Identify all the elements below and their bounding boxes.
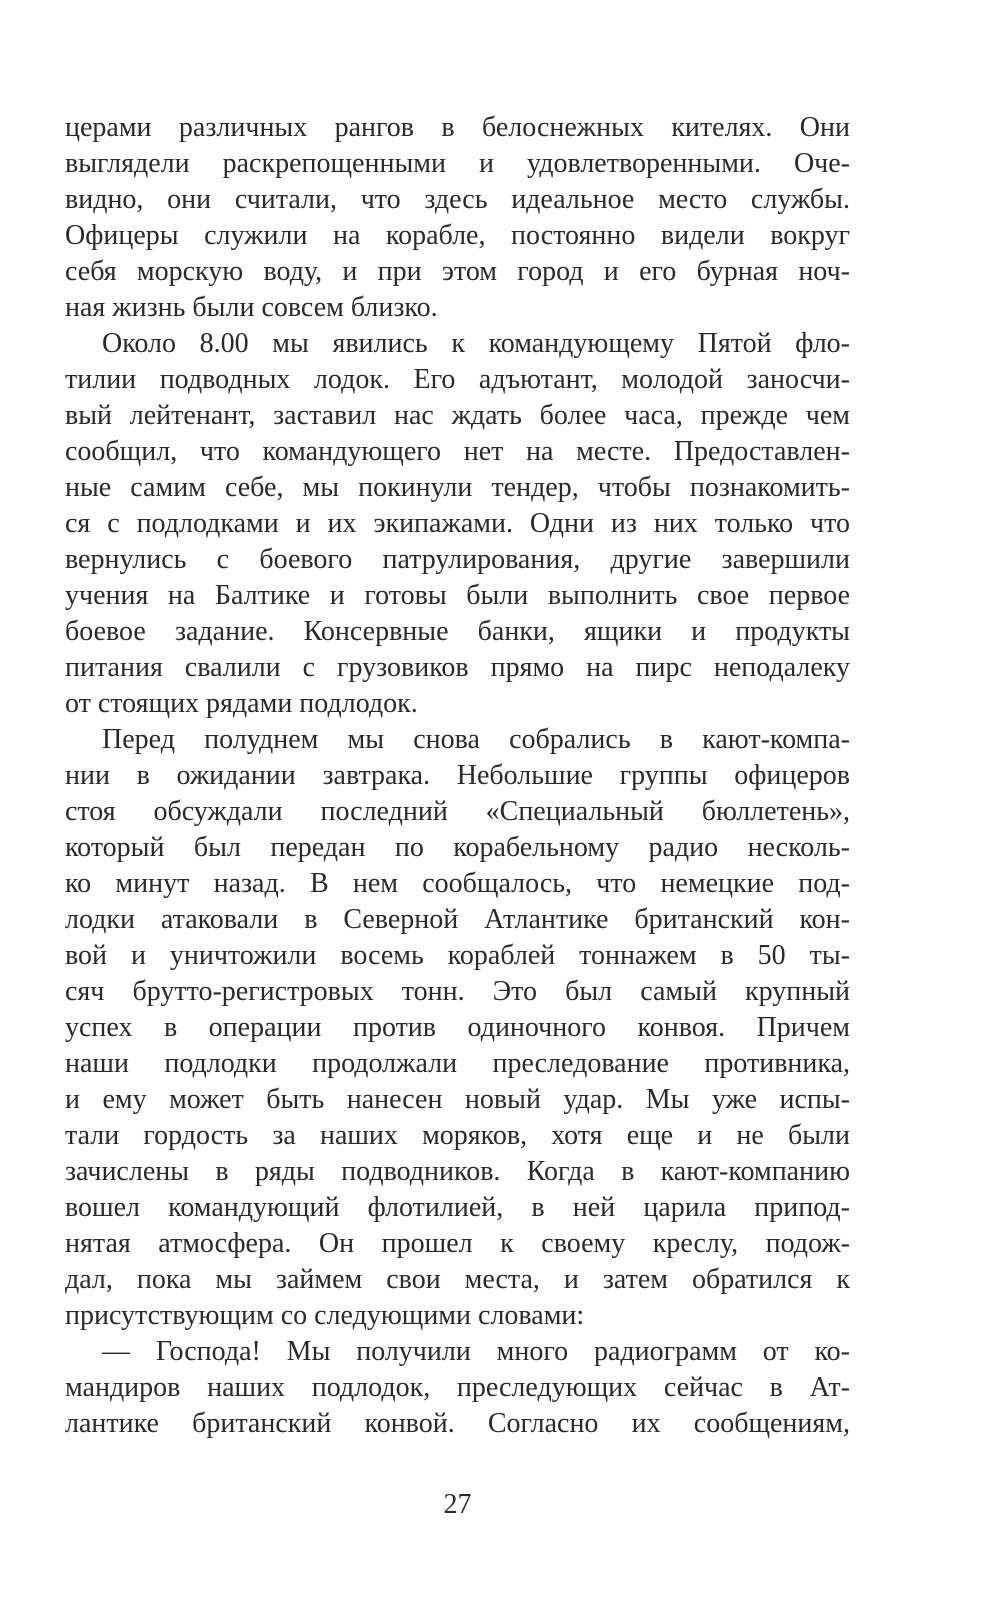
text-line: стоя обсуждали последний «Специальный бюллетень», <box>65 796 850 827</box>
page-number: 27 <box>443 1489 472 1520</box>
text-line: ся с подлодками и их экипажами. Одни из них только что <box>65 508 850 539</box>
text-line: — Господа! Мы получили много радиограмм от ко- <box>102 1336 850 1367</box>
text-line: боевое задание. Консервные банки, ящики и продукты <box>65 616 850 647</box>
text-line: нии в ожидании завтрака. Небольшие группы офицеров <box>65 760 850 791</box>
text-line: вернулись с боевого патрулирования, другие завершили <box>65 544 850 575</box>
text-line: Около 8.00 мы явились к командующему Пятой фло- <box>102 328 850 359</box>
text-line: ная жизнь были совсем близко. <box>65 292 438 323</box>
paragraph <box>65 326 850 722</box>
text-line: ные самим себе, мы покинули тендер, чтобы познакомить- <box>65 472 850 503</box>
text-line: сяч брутто-регистровых тонн. Это был самый крупный <box>65 976 850 1007</box>
paragraph <box>65 722 850 1334</box>
text-line: наши подлодки продолжали преследование противника, <box>65 1048 850 1079</box>
text-line: питания свалили с грузовиков прямо на пирс неподалеку <box>65 652 850 683</box>
text-line: зачислены в ряды подводников. Когда в кают-компанию <box>65 1156 850 1187</box>
paragraph <box>65 1334 850 1442</box>
text-line: тали гордость за наших моряков, хотя еще и не были <box>65 1120 850 1151</box>
text-line: Перед полуднем мы снова собрались в кают-компа- <box>102 724 850 755</box>
text-line: нятая атмосфера. Он прошел к своему креслу, подож- <box>65 1228 850 1259</box>
text-line: себя морскую воду, и при этом город и его бурная ноч- <box>65 256 850 287</box>
text-line: присутствующим со следующими словами: <box>65 1300 585 1331</box>
text-line: который был передан по корабельному радио несколь- <box>65 832 850 863</box>
text-line: мандиров наших подлодок, преследующих сейчас в Ат- <box>65 1372 850 1403</box>
body-text <box>65 110 850 1442</box>
text-line: лодки атаковали в Северной Атлантике британский кон- <box>65 904 850 935</box>
text-line: церами различных рангов в белоснежных кителях. Они <box>65 112 850 143</box>
text-line: тилии подводных лодок. Его адъютант, молодой заносчи- <box>65 364 850 395</box>
text-line: вошел командующий флотилией, в ней царила припод- <box>65 1192 850 1223</box>
text-line: ко минут назад. В нем сообщалось, что немецкие под- <box>65 868 850 899</box>
text-line: лантике британский конвой. Согласно их сообщениям, <box>65 1408 850 1439</box>
text-line: сообщил, что командующего нет на месте. Предоставлен- <box>65 436 850 467</box>
text-line: выглядели раскрепощенными и удовлетворенными. Оче- <box>65 148 850 179</box>
text-line: от стоящих рядами подлодок. <box>65 688 418 719</box>
text-line: Офицеры служили на корабле, постоянно видели вокруг <box>65 220 850 251</box>
text-line: вой и уничтожили восемь кораблей тоннажем в 50 ты- <box>65 940 850 971</box>
text-line: дал, пока мы займем свои места, и затем обратился к <box>65 1264 850 1295</box>
text-line: вый лейтенант, заставил нас ждать более часа, прежде чем <box>65 400 850 431</box>
text-line: видно, они считали, что здесь идеальное место службы. <box>65 184 850 215</box>
paragraph <box>65 110 850 326</box>
text-line: успех в операции против одиночного конвоя. Причем <box>65 1012 850 1043</box>
text-line: учения на Балтике и готовы были выполнить свое первое <box>65 580 850 611</box>
text-line: и ему может быть нанесен новый удар. Мы уже испы- <box>65 1084 850 1115</box>
